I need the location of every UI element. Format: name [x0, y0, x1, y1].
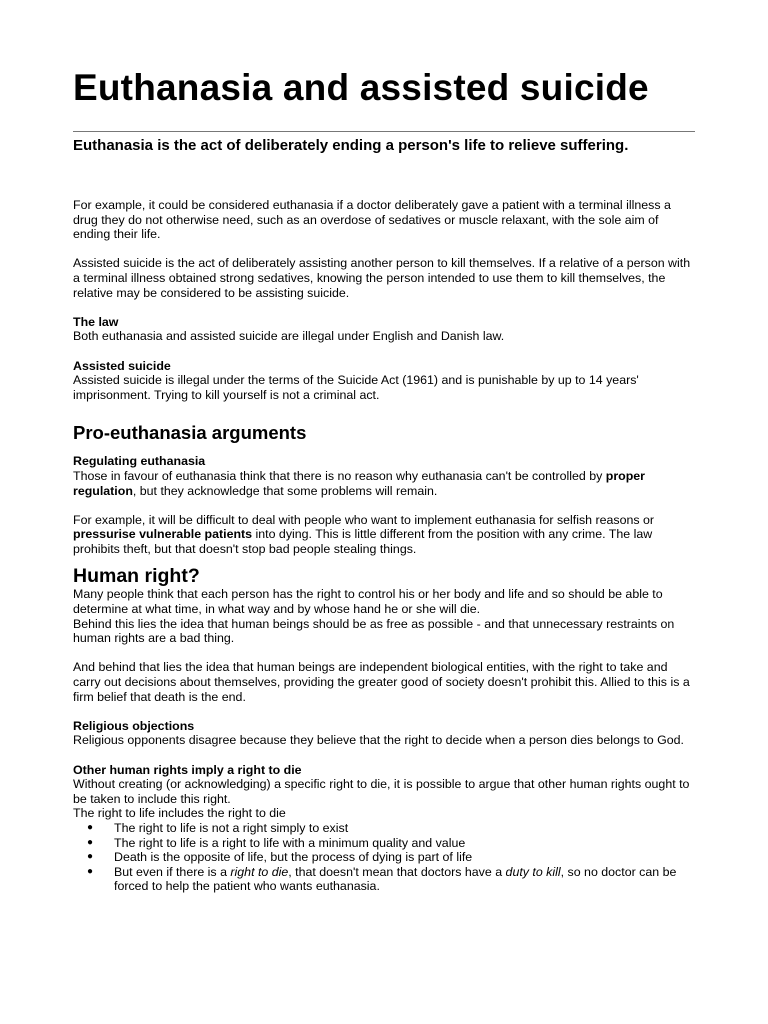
list-item-text: The right to life is not a right simply to exist — [114, 820, 349, 835]
religious-objections-heading: Religious objections — [73, 718, 195, 733]
right-to-life-line: The right to life includes the right to die — [73, 806, 286, 821]
law-text: Both euthanasia and assisted suicide are illegal under English and Danish law. — [73, 329, 505, 344]
human-right-paragraph-3: And behind that lies the idea that human beings are independent biological entities, with the right to take and carry out decisions about themselves, providing the greater good of society doesn't prohibit this. Allied to this is a firm belief that death is the end. — [73, 660, 690, 704]
pro-euthanasia-heading: Pro-euthanasia arguments — [73, 422, 307, 444]
regulating-p2-text-b: into dying. This is little different from the position with any crime. The law prohibits theft, but that doesn't stop bad people stealing things. — [73, 527, 653, 556]
document-body — [73, 198, 695, 894]
pressurise-emphasis: pressurise vulnerable patients — [73, 527, 253, 542]
regulating-paragraph-1 — [73, 469, 695, 498]
right-to-life-list — [73, 821, 695, 894]
assisted-suicide-heading: Assisted suicide — [73, 358, 171, 373]
list-item-text-b: , that doesn't mean that doctors have a — [288, 864, 506, 879]
page-title: Euthanasia and assisted suicide — [73, 67, 649, 108]
list-item — [73, 836, 695, 851]
proper-regulation-emphasis: proper regulation — [73, 468, 645, 498]
bullet-icon: ● — [87, 821, 94, 833]
list-item-text-a: But even if there is a — [114, 864, 231, 879]
lead-paragraph: Euthanasia is the act of deliberately ending a person's life to relieve suffering. — [73, 137, 629, 154]
other-rights-heading: Other human rights imply a right to die — [73, 762, 302, 777]
intro-paragraph-1: For example, it could be considered euthanasia if a doctor deliberately gave a patient with a terminal illness a drug they do not otherwise need, such as an overdose of sedatives or muscle relaxant, with the sole aim of ending their life. — [73, 198, 671, 242]
list-item-text: Death is the opposite of life, but the process of dying is part of life — [114, 850, 473, 865]
regulating-heading: Regulating euthanasia — [73, 454, 206, 469]
right-to-die-emphasis: right to die — [230, 864, 289, 879]
human-right-paragraph-1: Many people think that each person has the right to control his or her body and life and so should be able to determine at what time, in what way and by whose hand he or she will die. — [73, 587, 663, 617]
list-item — [73, 821, 695, 836]
list-item — [73, 865, 695, 894]
title-divider — [73, 131, 695, 132]
duty-to-kill-emphasis: duty to kill — [505, 864, 561, 879]
list-item-text: The right to life is a right to life with a minimum quality and value — [114, 835, 466, 850]
bullet-icon: ● — [87, 836, 94, 848]
other-rights-paragraph: Without creating (or acknowledging) a specific right to die, it is possible to argue that other human rights ought to be taken to include this right. — [73, 777, 690, 806]
regulating-paragraph-2 — [73, 513, 695, 557]
assisted-suicide-text: Assisted suicide is illegal under the terms of the Suicide Act (1961) and is punishable by up to 14 years' imprisonment. Trying to kill yourself is not a criminal act. — [73, 373, 639, 402]
human-right-paragraph-2: Behind this lies the idea that human beings should be as free as possible - and that unnecessary restraints on human rights are a bad thing. — [73, 616, 675, 646]
religious-objections-text: Religious opponents disagree because they believe that the right to decide when a person dies belongs to God. — [73, 733, 684, 748]
regulating-p2-text-a: For example, it will be difficult to deal with people who want to implement euthanasia for selfish reasons or — [73, 512, 655, 527]
intro-paragraph-2: Assisted suicide is the act of deliberately assisting another person to kill themselves. If a relative of a person with a terminal illness obtained strong sedatives, knowing the person intended to use them to kill themselves, the relative may be considered to be assisting suicide. — [73, 256, 691, 300]
list-item — [73, 850, 695, 865]
list-item-text-c: , so no doctor can be forced to help the patient who wants euthanasia. — [114, 864, 677, 894]
bullet-icon: ● — [87, 851, 94, 863]
regulating-p1-text-a: Those in favour of euthanasia think that there is no reason why euthanasia can't be controlled by — [73, 468, 606, 483]
law-heading: The law — [73, 314, 119, 329]
bullet-icon: ● — [87, 865, 94, 877]
regulating-p1-text-b: , but they acknowledge that some problems will remain. — [132, 483, 438, 498]
human-right-heading: Human right? — [73, 565, 200, 588]
